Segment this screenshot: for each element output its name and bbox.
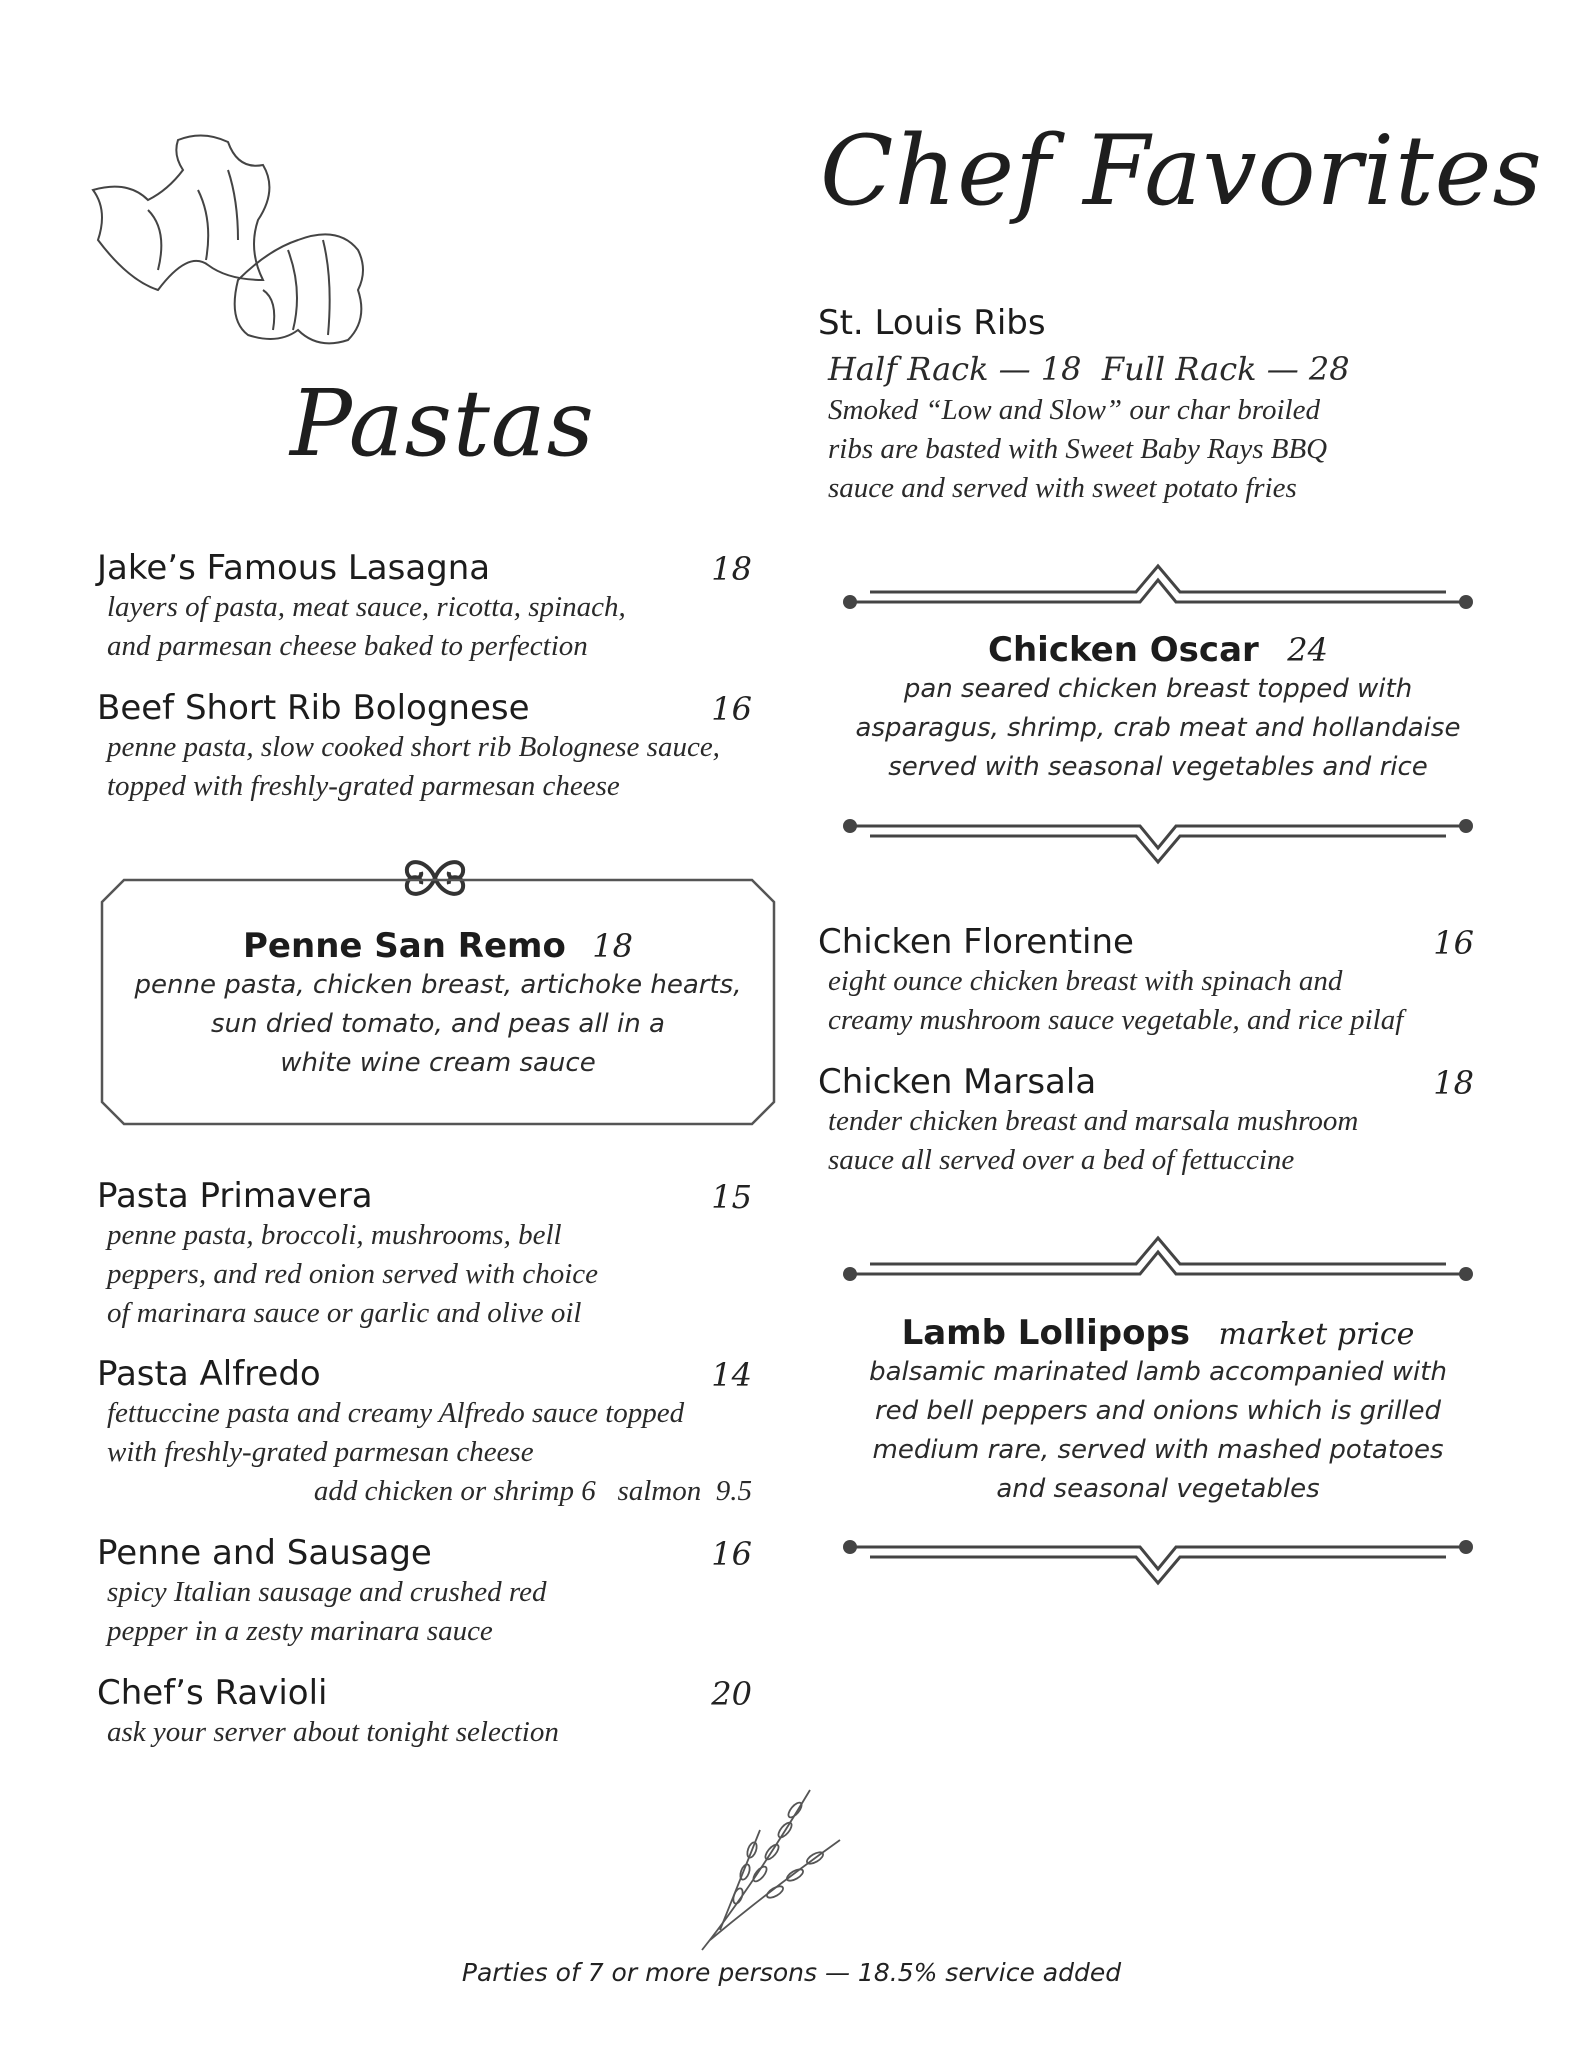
item-price: 18: [711, 550, 752, 588]
item-desc-line: red bell peppers and onions which is grilled: [874, 1396, 1442, 1426]
menu-item-chicken-florentine: [818, 922, 1474, 1040]
item-desc-line: of marinara sauce or garlic and olive oil: [107, 1297, 582, 1329]
menu-item-alfredo: [97, 1354, 752, 1511]
item-prices: Half Rack — 18 Full Rack — 28: [828, 350, 1350, 388]
item-desc-line: Smoked “Low and Slow” our char broiled: [828, 394, 1320, 426]
item-price: 20: [711, 1675, 752, 1713]
item-desc-line: penne pasta, broccoli, mushrooms, bell: [107, 1219, 562, 1251]
item-price: 14: [711, 1356, 752, 1394]
item-price: 18: [1433, 1064, 1474, 1102]
menu-item-lamb-lollipops: [840, 1313, 1476, 1509]
menu-item-penne-sausage: [97, 1533, 752, 1651]
item-desc-line: fettuccine pasta and creamy Alfredo sauce topped: [107, 1397, 685, 1429]
item-desc-line: sun dried tomato, and peas all in a: [211, 1009, 665, 1039]
item-desc-line: medium rare, served with mashed potatoes: [872, 1435, 1444, 1465]
item-desc-line: layers of pasta, meat sauce, ricotta, spinach,: [107, 591, 626, 623]
menu-item-st-louis-ribs: [818, 303, 1350, 508]
item-desc-line: and seasonal vegetables: [996, 1474, 1320, 1504]
menu-item-bolognese: [97, 688, 752, 806]
herb-sprig-illustration: [690, 1780, 850, 1960]
item-name: Pasta Primavera: [97, 1176, 373, 1216]
item-addon: add chicken or shrimp 6 salmon 9.5: [313, 1475, 752, 1507]
item-price: 18: [592, 927, 633, 965]
item-name: Jake’s Famous Lasagna: [97, 548, 491, 588]
item-desc-line: penne pasta, slow cooked short rib Bolognese sauce,: [107, 731, 720, 763]
item-desc-line: ask your server about tonight selection: [107, 1716, 559, 1748]
item-name: Beef Short Rib Bolognese: [97, 688, 530, 728]
item-name: Penne and Sausage: [97, 1533, 432, 1573]
item-name: Chef’s Ravioli: [97, 1673, 328, 1713]
item-price: 16: [1433, 924, 1474, 962]
item-price: 24: [1287, 631, 1328, 669]
item-desc-line: pepper in a zesty marinara sauce: [107, 1615, 493, 1647]
item-name: Penne San Remo: [243, 926, 566, 966]
item-name: St. Louis Ribs: [818, 303, 1046, 343]
item-name: Chicken Marsala: [818, 1062, 1097, 1102]
divider-ornament: [840, 1232, 1476, 1288]
item-desc-line: white wine cream sauce: [280, 1048, 596, 1078]
item-name: Chicken Florentine: [818, 922, 1134, 962]
menu-item-primavera: [97, 1176, 752, 1333]
pastas-title: Pastas: [290, 370, 595, 477]
item-desc-line: with freshly-grated parmesan cheese: [107, 1436, 534, 1468]
item-desc-line: eight ounce chicken breast with spinach and: [828, 965, 1343, 997]
item-desc-line: topped with freshly-grated parmesan cheese: [107, 770, 620, 802]
bowtie-pasta-illustration: [88, 130, 378, 360]
divider-ornament: [840, 1533, 1476, 1589]
menu-item-penne-san-remo: [100, 926, 776, 1083]
divider-ornament: [840, 560, 1476, 616]
item-desc-line: tender chicken breast and marsala mushroom: [828, 1105, 1359, 1137]
item-desc-line: penne pasta, chicken breast, artichoke hearts,: [134, 970, 742, 1000]
menu-item-chicken-marsala: [818, 1062, 1474, 1180]
footer-note: Parties of 7 or more persons — 18.5% service added: [461, 1958, 1122, 1987]
menu-item-chicken-oscar: [840, 630, 1476, 787]
item-desc-line: pan seared chicken breast topped with: [903, 674, 1413, 704]
item-desc-line: sauce and served with sweet potato fries: [828, 472, 1297, 504]
divider-ornament: [840, 812, 1476, 868]
item-name: Lamb Lollipops: [901, 1313, 1191, 1353]
item-desc-line: asparagus, shrimp, crab meat and hollandaise: [855, 713, 1461, 743]
item-desc-line: sauce all served over a bed of fettuccine: [828, 1144, 1295, 1176]
chef-favorites-title: Chef Favorites: [820, 115, 1543, 227]
item-desc-line: balsamic marinated lamb accompanied with: [869, 1357, 1447, 1387]
item-desc-line: creamy mushroom sauce vegetable, and rice pilaf: [828, 1004, 1404, 1036]
item-price: 16: [711, 1535, 752, 1573]
item-desc-line: peppers, and red onion served with choice: [107, 1258, 599, 1290]
item-name: Pasta Alfredo: [97, 1354, 321, 1394]
item-desc-line: spicy Italian sausage and crushed red: [107, 1576, 547, 1608]
item-name: Chicken Oscar: [988, 630, 1259, 670]
menu-item-lasagna: [97, 548, 752, 666]
item-price: 15: [711, 1178, 752, 1216]
item-price: 16: [711, 690, 752, 728]
menu-item-ravioli: [97, 1673, 752, 1752]
item-desc-line: ribs are basted with Sweet Baby Rays BBQ: [828, 433, 1328, 465]
item-desc-line: served with seasonal vegetables and rice: [888, 752, 1428, 782]
item-price: market price: [1218, 1317, 1415, 1352]
item-desc-line: and parmesan cheese baked to perfection: [107, 630, 588, 662]
